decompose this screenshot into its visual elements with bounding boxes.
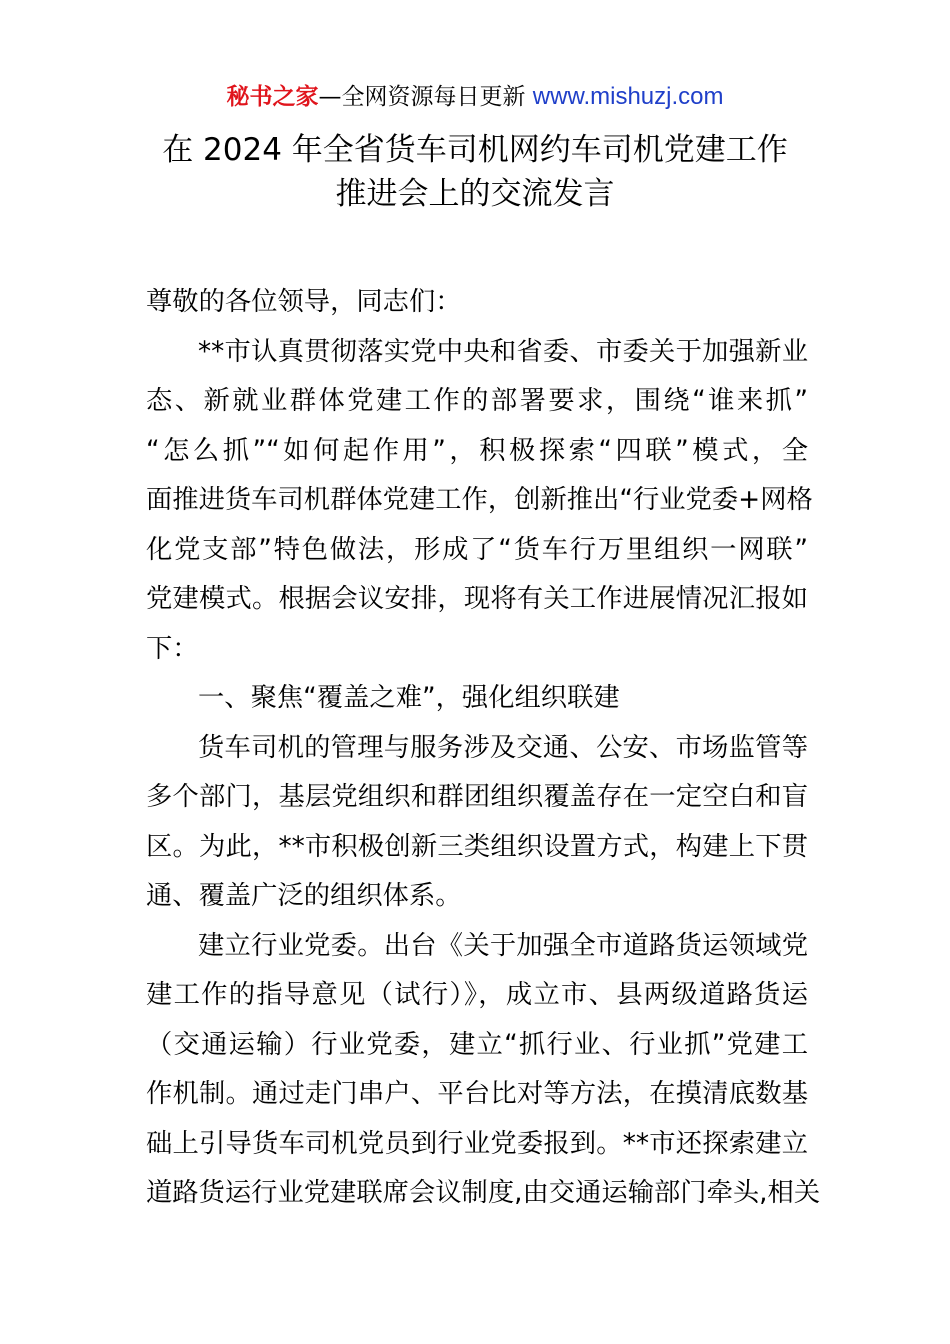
paragraph-line: 建工作的指导意见（试行）》，成立市、县两级道路货运 <box>146 980 808 1010</box>
paragraph-line: **市认真贯彻落实党中央和省委、市委关于加强新业 <box>198 336 808 367</box>
paragraph-line: 化党支部”特色做法，形成了“货车行万里组织一网联” <box>146 534 808 565</box>
paragraph-line: 多个部门，基层党组织和群团组织覆盖存在一定空白和盲 <box>146 782 808 812</box>
paragraph-line: 面推进货车司机群体党建工作，创新推出“行业党委+网格 <box>146 485 813 515</box>
paragraph-line: “怎么抓”“如何起作用”，积极探索“四联”模式，全 <box>146 435 808 466</box>
document-body <box>146 278 821 1219</box>
site-header <box>0 82 950 112</box>
paragraph-line: （交通运输）行业党委，建立“抓行业、行业抓”党建工 <box>146 1029 808 1060</box>
section-heading: 一、聚焦“覆盖之难”，强化组织联建 <box>198 683 620 713</box>
paragraph-line: 区。为此，**市积极创新三类组织设置方式，构建上下贯 <box>146 831 808 862</box>
site-url-link[interactable]: www.mishuzj.com <box>532 83 724 110</box>
paragraph-line: 下： <box>146 633 199 664</box>
paragraph-line: 作机制。通过走门串户、平台比对等方法，在摸清底数基 <box>146 1079 808 1109</box>
paragraph-line: 态、新就业群体党建工作的部署要求，围绕“谁来抓” <box>146 386 808 416</box>
title-line-2: 推进会上的交流发言 <box>335 176 615 212</box>
salutation: 尊敬的各位领导，同志们： <box>146 287 462 317</box>
paragraph-line: 党建模式。根据会议安排，现将有关工作进展情况汇报如 <box>146 584 808 614</box>
document-title <box>0 128 950 216</box>
paragraph-line: 道路货运行业党建联席会议制度,由交通运输部门牵头,相关 <box>146 1178 821 1208</box>
brand-name: 秘书之家 <box>226 84 319 110</box>
header-tagline: —全网资源每日更新 <box>318 84 533 110</box>
paragraph-line: 建立行业党委。出台《关于加强全市道路货运领域党 <box>198 930 808 961</box>
paragraph-line: 通、覆盖广泛的组织体系。 <box>146 881 462 911</box>
paragraph-line: 货车司机的管理与服务涉及交通、公安、市场监管等 <box>198 732 808 763</box>
paragraph-line: 础上引导货车司机党员到行业党委报到。**市还探索建立 <box>146 1128 808 1159</box>
title-line-1: 在 2024 年全省货车司机网约车司机党建工作 <box>162 132 788 168</box>
